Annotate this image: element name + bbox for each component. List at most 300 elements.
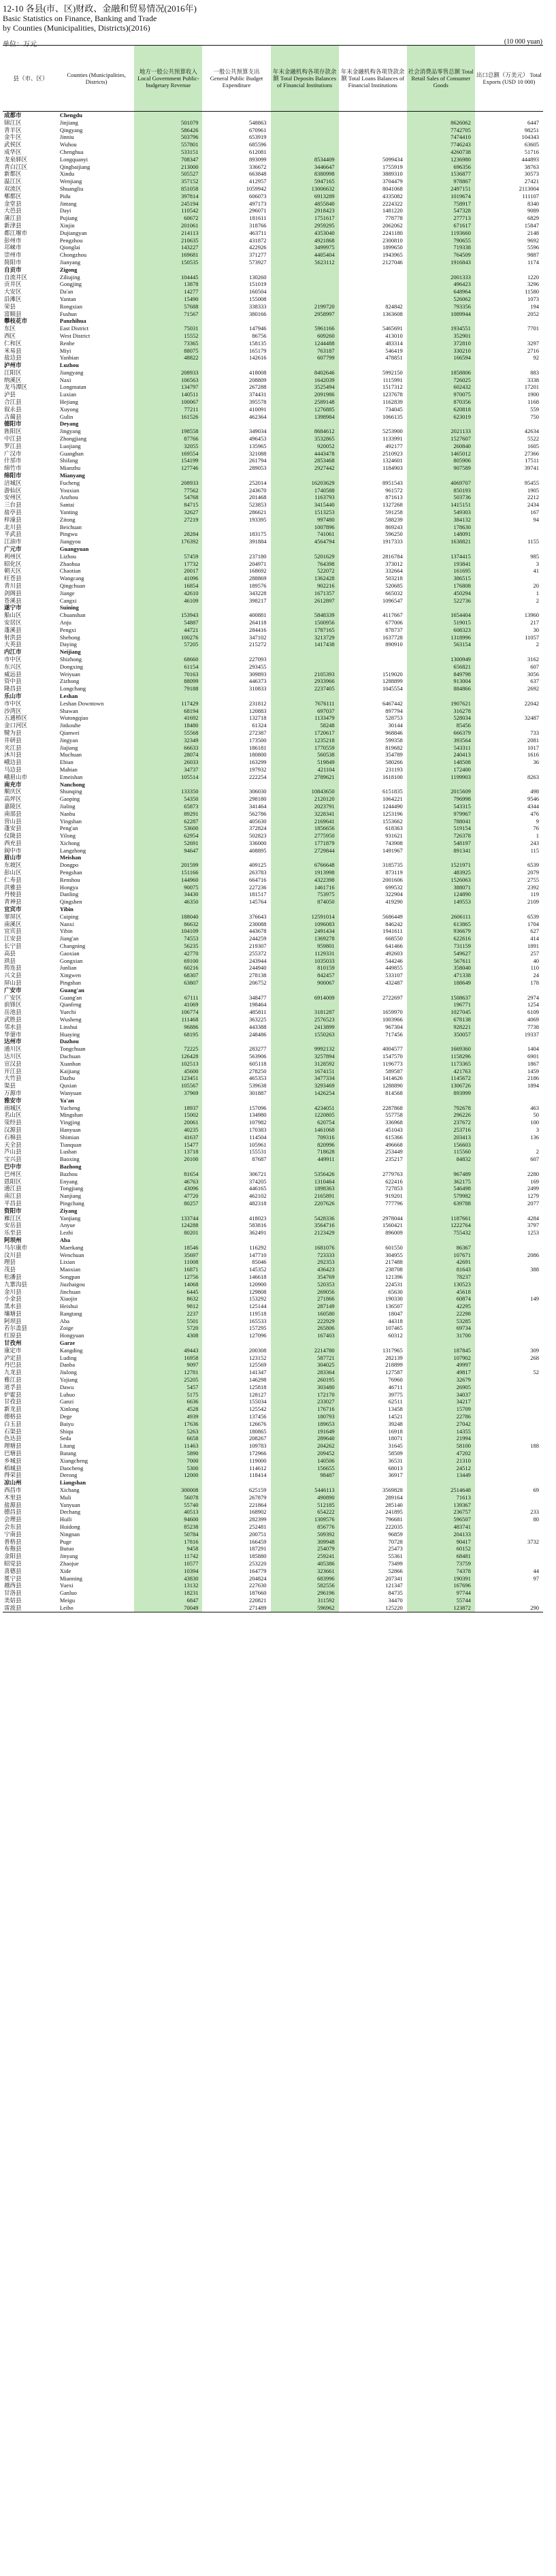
loans-cell: 796681	[385, 1516, 403, 1523]
expenditure-cell: 612081	[249, 148, 267, 155]
revenue-cell	[134, 420, 202, 428]
revenue-cell: 6445	[134, 1288, 202, 1296]
exports-cell	[475, 1435, 543, 1442]
revenue-cell: 15552	[134, 332, 202, 340]
expenditure-cell	[202, 545, 270, 553]
revenue-cell: 42770	[134, 950, 202, 957]
county-name-cn: 新龙县	[4, 1405, 22, 1413]
expenditure-cell: 116292	[249, 1243, 267, 1251]
exports-cell: 41	[533, 567, 539, 575]
expenditure-cell: 120883	[249, 707, 267, 714]
county-name-cn: 巴州区	[4, 1170, 22, 1177]
county-name-cn: 绵竹市	[4, 464, 22, 472]
loans-cell: 589587	[385, 1067, 403, 1075]
deposits-cell: 718628	[271, 1148, 339, 1156]
expenditure-cell: 605118	[249, 1060, 267, 1067]
deposits-cell: 997480	[271, 516, 339, 524]
deposits-cell: 2927442	[271, 464, 339, 472]
revenue-cell: 201599	[134, 861, 202, 869]
deposits-cell: 1276885	[271, 406, 339, 413]
table-row	[3, 1597, 543, 1604]
retail-sales-cell: 543315	[407, 803, 475, 810]
table-row	[3, 1332, 543, 1339]
county-name-cn: 蒲江县	[4, 214, 22, 222]
retail-sales-cell: 528034	[407, 714, 475, 722]
county-name-cn: 若尔盖县	[4, 1324, 28, 1332]
retail-sales-cell: 936679	[407, 927, 475, 935]
county-name-en: Neijiang	[59, 648, 81, 656]
loans-cell: 1941611	[382, 927, 403, 935]
county-name-cn: 剑阁县	[4, 589, 22, 597]
loans-cell: 819682	[385, 744, 403, 751]
revenue-cell: 20017	[134, 567, 202, 575]
table-row	[3, 501, 543, 509]
deposits-cell: 1310464	[271, 1178, 339, 1186]
loans-cell: 18071	[388, 1435, 403, 1442]
county-name-en: Xinjin	[59, 221, 75, 229]
deposits-cell: 405386	[271, 1560, 339, 1568]
revenue-cell: 126428	[134, 1053, 202, 1060]
exports-cell: 100	[530, 1119, 539, 1126]
county-name-en: Shawan	[59, 707, 78, 714]
expenditure-cell: 318766	[249, 221, 267, 229]
deposits-cell: 490890	[271, 1494, 339, 1501]
deposits-cell: 58248	[271, 722, 339, 729]
revenue-cell: 37969	[134, 1090, 202, 1097]
exports-cell: 92	[533, 354, 539, 362]
loans-cell: 641466	[385, 942, 403, 950]
retail-sales-cell: 503736	[407, 494, 475, 501]
county-name-cn: 市中区	[4, 699, 22, 707]
county-name-en: Ganzi	[59, 1398, 74, 1405]
table-row	[3, 1538, 543, 1546]
expenditure-cell: 606073	[249, 192, 267, 200]
revenue-cell: 15002	[134, 1111, 202, 1119]
exports-cell	[475, 722, 543, 729]
deposits-cell: 763187	[271, 347, 339, 355]
loans-cell	[339, 1479, 407, 1486]
county-name-en: Yajiang	[59, 1376, 78, 1384]
revenue-cell: 41637	[134, 1134, 202, 1141]
deposits-cell: 303480	[271, 1384, 339, 1391]
revenue-cell: 9097	[134, 1361, 202, 1369]
expenditure-cell: 283277	[249, 1045, 267, 1053]
retail-sales-cell: 47202	[407, 1450, 475, 1457]
county-name-en: Kangding	[59, 1346, 83, 1354]
exports-cell: 22042	[524, 699, 539, 707]
loans-cell: 665032	[385, 589, 403, 597]
exports-cell: 104343	[521, 133, 539, 141]
loans-cell: 336968	[385, 1119, 403, 1126]
deposits-cell: 296196	[271, 1589, 339, 1597]
revenue-cell: 18937	[134, 1104, 202, 1112]
loans-cell: 207341	[385, 1574, 403, 1582]
revenue-cell: 5300	[134, 1465, 202, 1472]
retail-sales-cell: 1374415	[407, 553, 475, 560]
table-row	[3, 141, 543, 148]
deposits-cell: 5428336	[271, 1215, 339, 1222]
county-name-en: Tongjiang	[59, 1185, 84, 1192]
deposits-cell: 2207626	[271, 1200, 339, 1207]
deposits-cell: 2123429	[271, 1229, 339, 1237]
revenue-cell	[134, 693, 202, 700]
exports-cell: 2974	[527, 993, 539, 1001]
exports-cell: 2280	[527, 1170, 539, 1177]
retail-sales-cell: 115560	[407, 1148, 475, 1156]
exports-cell	[475, 1310, 543, 1318]
county-name-cn: 什邡市	[4, 457, 22, 464]
deposits-cell: 4855840	[271, 200, 339, 208]
retail-sales-cell: 913004	[407, 678, 475, 685]
county-name-en: Muli	[59, 1493, 71, 1501]
revenue-cell: 104109	[134, 927, 202, 935]
loans-cell: 34470	[388, 1596, 403, 1604]
retail-sales-cell: 648964	[407, 288, 475, 296]
revenue-cell: 20061	[134, 1119, 202, 1126]
expenditure-cell: 443678	[249, 927, 267, 935]
exports-cell: 2081	[527, 736, 539, 744]
loans-cell: 127587	[385, 1369, 403, 1376]
deposits-cell: 1163793	[271, 494, 339, 501]
loans-cell: 596250	[385, 530, 403, 538]
county-name-en: Gongjing	[59, 281, 82, 288]
table-row	[3, 1589, 543, 1597]
retail-sales-cell: 1089944	[407, 311, 475, 318]
county-name-cn: 富顺县	[4, 310, 22, 317]
retail-sales-cell: 123872	[407, 1604, 475, 1612]
expenditure-cell: 125542	[249, 1405, 267, 1413]
table-title-en-line1: Basic Statistics on Finance, Banking and Trade	[3, 14, 157, 23]
county-name-cn: 南部县	[4, 810, 22, 817]
expenditure-cell: 123152	[249, 1354, 267, 1361]
table-row	[3, 347, 543, 355]
loans-cell: 1162839	[382, 398, 403, 406]
expenditure-cell: 362491	[249, 1229, 267, 1237]
deposits-cell	[271, 1339, 339, 1347]
group-row	[3, 420, 543, 428]
loans-cell: 238708	[385, 1266, 403, 1273]
table-row	[3, 1405, 543, 1413]
exports-cell: 6109	[527, 1008, 539, 1016]
revenue-cell: 18546	[134, 1244, 202, 1252]
deposits-cell: 4564794	[271, 538, 339, 545]
revenue-cell: 57459	[134, 553, 202, 560]
retail-sales-cell: 14355	[407, 1428, 475, 1435]
loans-cell: 5253900	[382, 428, 403, 435]
county-name-en: Qionglai	[59, 244, 80, 251]
county-name-cn: 崇州市	[4, 251, 22, 259]
revenue-cell	[134, 1237, 202, 1244]
table-row	[3, 847, 543, 855]
county-name-en: Yuexi	[59, 1582, 73, 1589]
exports-cell: 4069	[527, 1016, 539, 1023]
county-name-en: Zizhong	[59, 678, 80, 685]
deposits-cell: 654222	[271, 1508, 339, 1516]
expenditure-cell: 288869	[249, 575, 267, 582]
revenue-cell: 46109	[134, 597, 202, 605]
county-name-en: Songpan	[59, 1273, 80, 1280]
county-name-en: Qingshen	[59, 898, 82, 906]
county-name-en: Qianwei	[59, 729, 80, 736]
revenue-cell: 68194	[134, 707, 202, 715]
county-name-en: Huili	[59, 1516, 72, 1523]
revenue-cell: 68660	[134, 656, 202, 663]
revenue-cell: 77211	[134, 406, 202, 413]
revenue-cell: 124288	[134, 1222, 202, 1229]
county-name-cn: 茂县	[4, 1266, 16, 1273]
table-row	[3, 1494, 543, 1501]
revenue-cell: 88075	[134, 347, 202, 355]
county-name-en: Lizhou	[59, 552, 76, 560]
expenditure-cell	[202, 1339, 270, 1347]
county-name-cn: 甘洛县	[4, 1589, 22, 1597]
county-name-en: Puge	[59, 1538, 71, 1545]
deposits-cell: 1770559	[271, 744, 339, 752]
county-name-cn: 名山区	[4, 1111, 22, 1119]
revenue-cell: 13718	[134, 1148, 202, 1156]
retail-sales-cell: 253716	[407, 1126, 475, 1134]
county-name-cn: 青川县	[4, 582, 22, 589]
expenditure-cell: 170383	[249, 1126, 267, 1133]
revenue-cell: 56235	[134, 942, 202, 950]
expenditure-cell: 243670	[249, 486, 267, 494]
retail-sales-cell: 671617	[407, 222, 475, 229]
county-name-en: Nanjiang	[59, 1192, 82, 1200]
loans-cell: 717456	[385, 1030, 403, 1038]
expenditure-cell: 146298	[249, 1376, 267, 1384]
expenditure-cell: 398217	[249, 597, 267, 604]
loans-cell: 599358	[385, 736, 403, 744]
expenditure-cell: 539638	[249, 1082, 267, 1090]
deposits-cell: 2729844	[271, 847, 339, 855]
retail-sales-cell: 7474410	[407, 133, 475, 141]
county-name-cn: 万源市	[4, 1089, 22, 1096]
deposits-cell: 753975	[271, 891, 339, 898]
group-row	[3, 317, 543, 325]
loans-cell	[339, 1163, 407, 1171]
table-row	[3, 229, 543, 237]
exports-cell	[475, 1324, 543, 1332]
county-name-cn: 宁南县	[4, 1530, 22, 1538]
table-row	[3, 1560, 543, 1568]
table-row	[3, 1465, 543, 1472]
retail-sales-cell: 190391	[407, 1575, 475, 1583]
deposits-cell: 1500956	[271, 619, 339, 626]
deposits-cell: 421104	[271, 766, 339, 774]
county-name-cn: 嘉陵区	[4, 802, 22, 810]
exports-cell: 5522	[527, 435, 539, 443]
expenditure-cell	[202, 524, 270, 531]
expenditure-cell: 301887	[249, 1089, 267, 1096]
county-name-en: Baiyu	[59, 1420, 74, 1427]
county-name-en: Jinkouhe	[59, 722, 81, 729]
county-name-cn: 普格县	[4, 1538, 22, 1545]
revenue-cell: 105567	[134, 1082, 202, 1090]
county-name-en: Tongchuan	[59, 1045, 86, 1053]
revenue-cell: 88099	[134, 678, 202, 685]
retail-sales-cell: 656821	[407, 663, 475, 671]
county-name-en: Longquanyi	[59, 155, 88, 163]
expenditure-cell: 145352	[249, 1266, 267, 1273]
table-row	[3, 494, 543, 501]
expenditure-cell: 282399	[249, 1516, 267, 1523]
group-row	[3, 648, 543, 656]
retail-sales-cell: 1173365	[407, 1060, 475, 1068]
retail-sales-cell	[407, 112, 475, 119]
revenue-cell: 44721	[134, 626, 202, 634]
loans-cell	[339, 781, 407, 789]
county-name-cn: 朝天区	[4, 567, 22, 575]
expenditure-cell: 208809	[249, 376, 267, 383]
retail-sales-cell: 237672	[407, 1119, 475, 1126]
loans-cell	[339, 1097, 407, 1104]
table-row	[3, 1435, 543, 1442]
table-row	[3, 1045, 543, 1053]
county-name-cn: 金堂县	[4, 200, 22, 207]
retail-sales-cell: 2015609	[407, 788, 475, 795]
county-name-cn: 仁和区	[4, 339, 22, 347]
county-name-cn: 犍为县	[4, 729, 22, 736]
county-name-cn: 巴塘县	[4, 1450, 22, 1457]
table-row	[3, 818, 543, 825]
table-row	[3, 237, 543, 244]
revenue-cell: 6658	[134, 1435, 202, 1442]
county-name-en: Leshan Downtown	[59, 699, 104, 707]
loans-cell: 743908	[385, 839, 403, 846]
exports-cell: 498	[530, 788, 539, 795]
revenue-cell: 5720	[134, 1324, 202, 1332]
deposits-cell: 5947165	[271, 178, 339, 185]
retail-sales-cell: 731159	[407, 942, 475, 950]
retail-sales-cell: 1027045	[407, 1008, 475, 1016]
county-name-cn: 洪雅县	[4, 883, 22, 891]
deposits-cell: 283364	[271, 1369, 339, 1376]
county-name-cn: 新都区	[4, 170, 22, 178]
retail-sales-cell: 42295	[407, 1303, 475, 1310]
table-row	[3, 560, 543, 568]
county-name-en: Deyang	[59, 420, 79, 428]
deposits-cell	[271, 545, 339, 553]
deposits-cell: 609260	[271, 332, 339, 340]
exports-cell: 607	[530, 663, 539, 670]
county-name-en: Kaijiang	[59, 1067, 80, 1075]
expenditure-cell: 114504	[249, 1133, 267, 1141]
loans-cell: 8951543	[382, 479, 403, 486]
revenue-cell: 210635	[134, 237, 202, 244]
expenditure-cell: 343228	[249, 589, 267, 597]
exports-cell: 17511	[525, 457, 539, 464]
county-name-cn: 翠屏区	[4, 912, 22, 920]
table-row	[3, 1111, 543, 1119]
retail-sales-cell: 549303	[407, 509, 475, 516]
exports-cell: 1017	[527, 744, 539, 751]
deposits-cell: 2933966	[271, 678, 339, 685]
county-name-cn: 仪陇县	[4, 832, 22, 840]
loans-cell: 1237678	[382, 391, 403, 398]
retail-sales-cell: 21994	[407, 1435, 475, 1442]
retail-sales-cell: 60152	[407, 1545, 475, 1553]
revenue-cell: 81654	[134, 1171, 202, 1178]
county-name-en: Santai	[59, 501, 75, 509]
expenditure-cell: 446165	[249, 1185, 267, 1192]
expenditure-cell: 172966	[249, 1450, 267, 1457]
revenue-cell: 133350	[134, 788, 202, 795]
revenue-cell: 79188	[134, 685, 202, 693]
loans-cell: 46711	[388, 1383, 403, 1390]
loans-cell	[339, 296, 407, 303]
county-name-cn: 盐边县	[4, 354, 22, 362]
table-row	[3, 178, 543, 185]
loans-cell: 968846	[385, 729, 403, 736]
exports-cell: 1459	[527, 1067, 539, 1075]
county-name-en: Xichang	[59, 1486, 80, 1494]
retail-sales-cell: 49997	[407, 1361, 475, 1369]
expenditure-cell: 215272	[249, 641, 267, 648]
county-name-cn: 雁江区	[4, 1214, 22, 1222]
county-name-en: Meishan	[59, 854, 82, 861]
loans-cell	[339, 148, 407, 156]
exports-cell: 52	[533, 1369, 539, 1376]
county-name-cn: 平武县	[4, 530, 22, 538]
group-row	[3, 266, 543, 274]
table-row	[3, 1582, 543, 1589]
exports-cell: 2212	[527, 494, 539, 501]
header-exports: 出口总额（万美元） Total Exports (USD 10 000)	[475, 46, 543, 112]
table-row	[3, 1604, 543, 1612]
exports-cell: 194	[530, 302, 539, 310]
expenditure-cell: 155008	[249, 295, 267, 302]
revenue-cell: 55568	[134, 729, 202, 737]
deposits-cell: 98487	[271, 1472, 339, 1479]
group-row	[3, 1339, 543, 1347]
county-name-en: Bazhou	[59, 1170, 78, 1177]
county-name-en: Qingbaijiang	[59, 163, 91, 170]
loans-cell: 871613	[385, 494, 403, 501]
deposits-cell: 1642039	[271, 377, 339, 384]
table-row	[3, 1553, 543, 1560]
deposits-cell: 3128592	[271, 1060, 339, 1068]
table-row	[3, 170, 543, 178]
county-name-en: Gaoping	[59, 795, 80, 803]
exports-cell	[475, 524, 543, 531]
county-name-en: Jinniu	[59, 133, 74, 141]
expenditure-cell: 129808	[249, 1288, 267, 1295]
retail-sales-cell: 196771	[407, 1001, 475, 1008]
county-name-en: Gulin	[59, 413, 73, 420]
revenue-cell: 86632	[134, 921, 202, 928]
deposits-cell: 259241	[271, 1553, 339, 1560]
exports-cell	[475, 1413, 543, 1420]
revenue-cell: 6847	[134, 1597, 202, 1604]
expenditure-cell: 264118	[249, 618, 267, 626]
exports-cell	[475, 1560, 543, 1568]
exports-cell: 5596	[527, 244, 539, 251]
header-county-en: Counties (Municipalities, Districts)	[59, 46, 134, 112]
county-name-cn: 沿滩区	[4, 295, 22, 302]
table-row	[3, 994, 543, 1002]
retail-sales-cell	[407, 1339, 475, 1347]
table-row	[3, 354, 543, 362]
revenue-cell	[134, 472, 202, 479]
revenue-cell: 56078	[134, 1494, 202, 1501]
loans-cell: 6151835	[382, 788, 403, 795]
county-name-cn: 彭州市	[4, 236, 22, 244]
table-row	[3, 1413, 543, 1420]
exports-cell: 1704	[527, 920, 539, 927]
county-name-cn: 甘孜县	[4, 1398, 22, 1405]
county-name-en: Xiangcheng	[59, 1457, 88, 1464]
exports-cell: 111107	[522, 192, 539, 200]
